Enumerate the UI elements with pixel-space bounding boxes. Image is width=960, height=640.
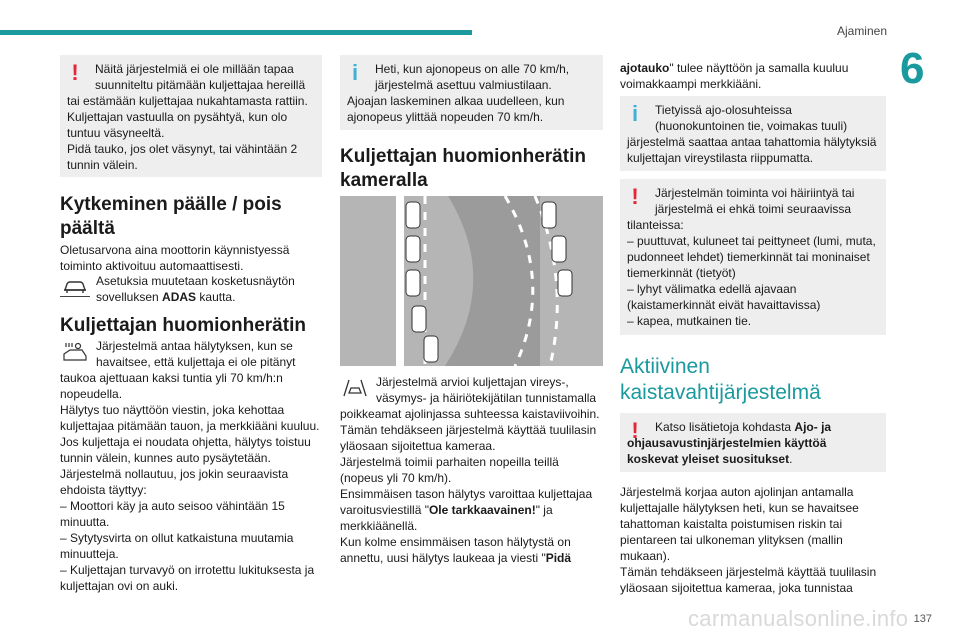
page-number: 137 (913, 613, 932, 625)
heading-driver-alert: Kuljettajan huomionherätin (60, 315, 306, 336)
driver-alert-icon (60, 340, 90, 362)
warning2-lead: Järjestelmän toiminta voi häiriintyä tai järjestelmä ei ehkä toimi seuraavissa (655, 186, 855, 216)
info2-lead: Tietyissä ajo-olosuhteissa (huonokuntoinen tie, voimakas tuuli) (655, 103, 848, 133)
chapter-title: Ajaminen (836, 24, 887, 38)
continued-text (620, 60, 886, 92)
header-accent-bar (0, 30, 472, 35)
car-icon (60, 275, 90, 297)
settings-app-name: ADAS (162, 290, 197, 304)
lane-illustration (340, 196, 603, 366)
info-box-conditions (620, 96, 886, 171)
settings-text-a: Asetuksia muutetaan kosketusnäytön sovelluksen (96, 274, 295, 304)
camera-lead: Järjestelmä arvioi kuljettajan vireys-, väsymys- ja häiriötekijätilan tunnistamalla (376, 375, 597, 405)
warning2-body: tilanteissa: – puuttuvat, kuluneet tai peittyneet (lumi, muta, pudonneet lehdet) tiemerkinnät tai moninaiset tiemerkinnät (tietyöt) – lyhyt välimatka edellä ajavaan (kaistamerkinnät eivät havaittavissa) – kapea, mutkainen tie. (627, 218, 876, 328)
heading-driver-alert-camera: Kuljettajan huomionherätin kameralla (340, 146, 586, 191)
driver-alert-body: taukoa ajettuaan kaksi tuntia yli 70 km/h:n nopeudella. Hälytys tuo näyttöön viestin, joka kehottaa kuljettajaa pitämään tauon, ja merkkiääni kuuluu. Jos kuljettaja ei noudata ohjetta, hälytys toistuu tunnin välein, kunnes auto pysäytetään. Järjestelmä nollautuu, jos jokin seuraavista ehdoista täyttyy: – Moottori käy ja auto seisoo vähintään 15 minuutta. – Sytytysvirta on ollut katkaistuna muutamia minuutteja. – Kuljettajan turvavyö on irrotettu lukituksesta ja kuljettajan ovi on auki. (60, 371, 320, 593)
chapter-number: 6 (900, 44, 925, 93)
warning3-reference: Ajo- ja ohjausavustinjärjestelmien käyttöä koskevat yleiset suositukset (627, 420, 832, 466)
camera-body-a: poikkeamat ajolinjassa suhteessa kaistaviivoihin. Tämän tehdäkseen järjestelmä käyttää tuulilasin yläosaan sijoitettua kameraa. Järjestelmä toimii parhaiten nopeilla teillä (nopeus yli 70 km/h). Ensimmäisen tason hälytys varoittaa kuljettajaa varoitusviestillä " (340, 407, 600, 517)
warning3-text-end: . (789, 452, 793, 466)
lane-camera-icon (340, 376, 370, 398)
warning-text-body: tai estämään kuljettajaa nukahtamasta rattiin. Kuljettajan vastuulla on pysähtyä, kun olo tuntuu väsyneeltä. Pidä tauko, jos olet väsynyt, tai vähintään 2 tunnin välein. (67, 94, 308, 172)
warning3-text (627, 419, 878, 467)
camera-body (340, 406, 603, 566)
message-be-attentive: Ole tarkkaavainen! (428, 503, 536, 517)
info2-body: järjestelmä saattaa antaa tahattomia hälytyksiä kuljettajan vireystilasta riippumatta. (627, 135, 877, 165)
warning-box-limitations (620, 179, 886, 335)
exclamation-icon: ! (631, 184, 639, 209)
info-text-lead: Heti, kun ajonopeus on alle 70 km/h, järjestelmä asettuu valmiustilaan. (375, 62, 570, 92)
info-text-body: Ajoajan laskeminen alkaa uudelleen, kun ajonopeus ylittää nopeuden 70 km/h. (347, 94, 565, 124)
continued-text-rest: " tulee näyttöön ja samalla kuuluu voimakkaampi merkkiääni. (620, 61, 849, 91)
settings-row (60, 273, 322, 305)
info-box-standby (340, 55, 603, 130)
message-take-break-start: Pidä (545, 551, 572, 565)
camera-row (340, 374, 603, 406)
warning-box-see-also (620, 413, 886, 472)
driver-alert-row (60, 338, 322, 370)
heading-switch-on-off: Kytkeminen päälle / pois päältä (60, 194, 282, 239)
lane-keeping-body: Järjestelmä korjaa auton ajolinjan antamalla kuljettajalle hälytyksen heti, kun se havaitsee tahattoman kaistalta poistumisen riskin tai pientareen tai ulkoneman ylityksen (mallin mukaan). Tämän tehdäkseen järjestelmä käyttää tuulilasin yläosaan sijoitettua kameraa, joka tunnistaa (620, 485, 877, 595)
exclamation-icon: ! (631, 418, 639, 443)
paragraph-default-on: Oletusarvona aina moottorin käynnistyessä toiminto aktivoituu automaattisesti. (60, 243, 290, 273)
settings-text-b: kautta. (196, 290, 236, 304)
warning-text-lead: Näitä järjestelmiä ei ole millään tapaa suunniteltu pitämään kuljettajaa hereillä (95, 62, 306, 92)
info-icon: i (351, 60, 359, 85)
camera-body-b: " ja merkkiäänellä. Kun kolme ensimmäisen tason hälytystä on annettu, uusi hälytys laukeaa ja viesti " (340, 503, 571, 565)
info-icon: i (631, 101, 639, 126)
watermark: carmanualsonline.info (688, 606, 909, 631)
warning3-text-a: Katso lisätietoja kohdasta (655, 420, 795, 434)
heading-lane-keeping: Aktiivinen kaistavahtijärjestelmä (620, 355, 821, 404)
driver-alert-lead: Järjestelmä antaa hälytyksen, kun se havaitsee, että kuljettaja ei ole pitänyt (96, 339, 296, 369)
settings-text (60, 273, 322, 305)
message-take-break-end: ajotauko (620, 61, 670, 75)
exclamation-icon: ! (71, 60, 79, 85)
warning-box-attention (60, 55, 322, 177)
